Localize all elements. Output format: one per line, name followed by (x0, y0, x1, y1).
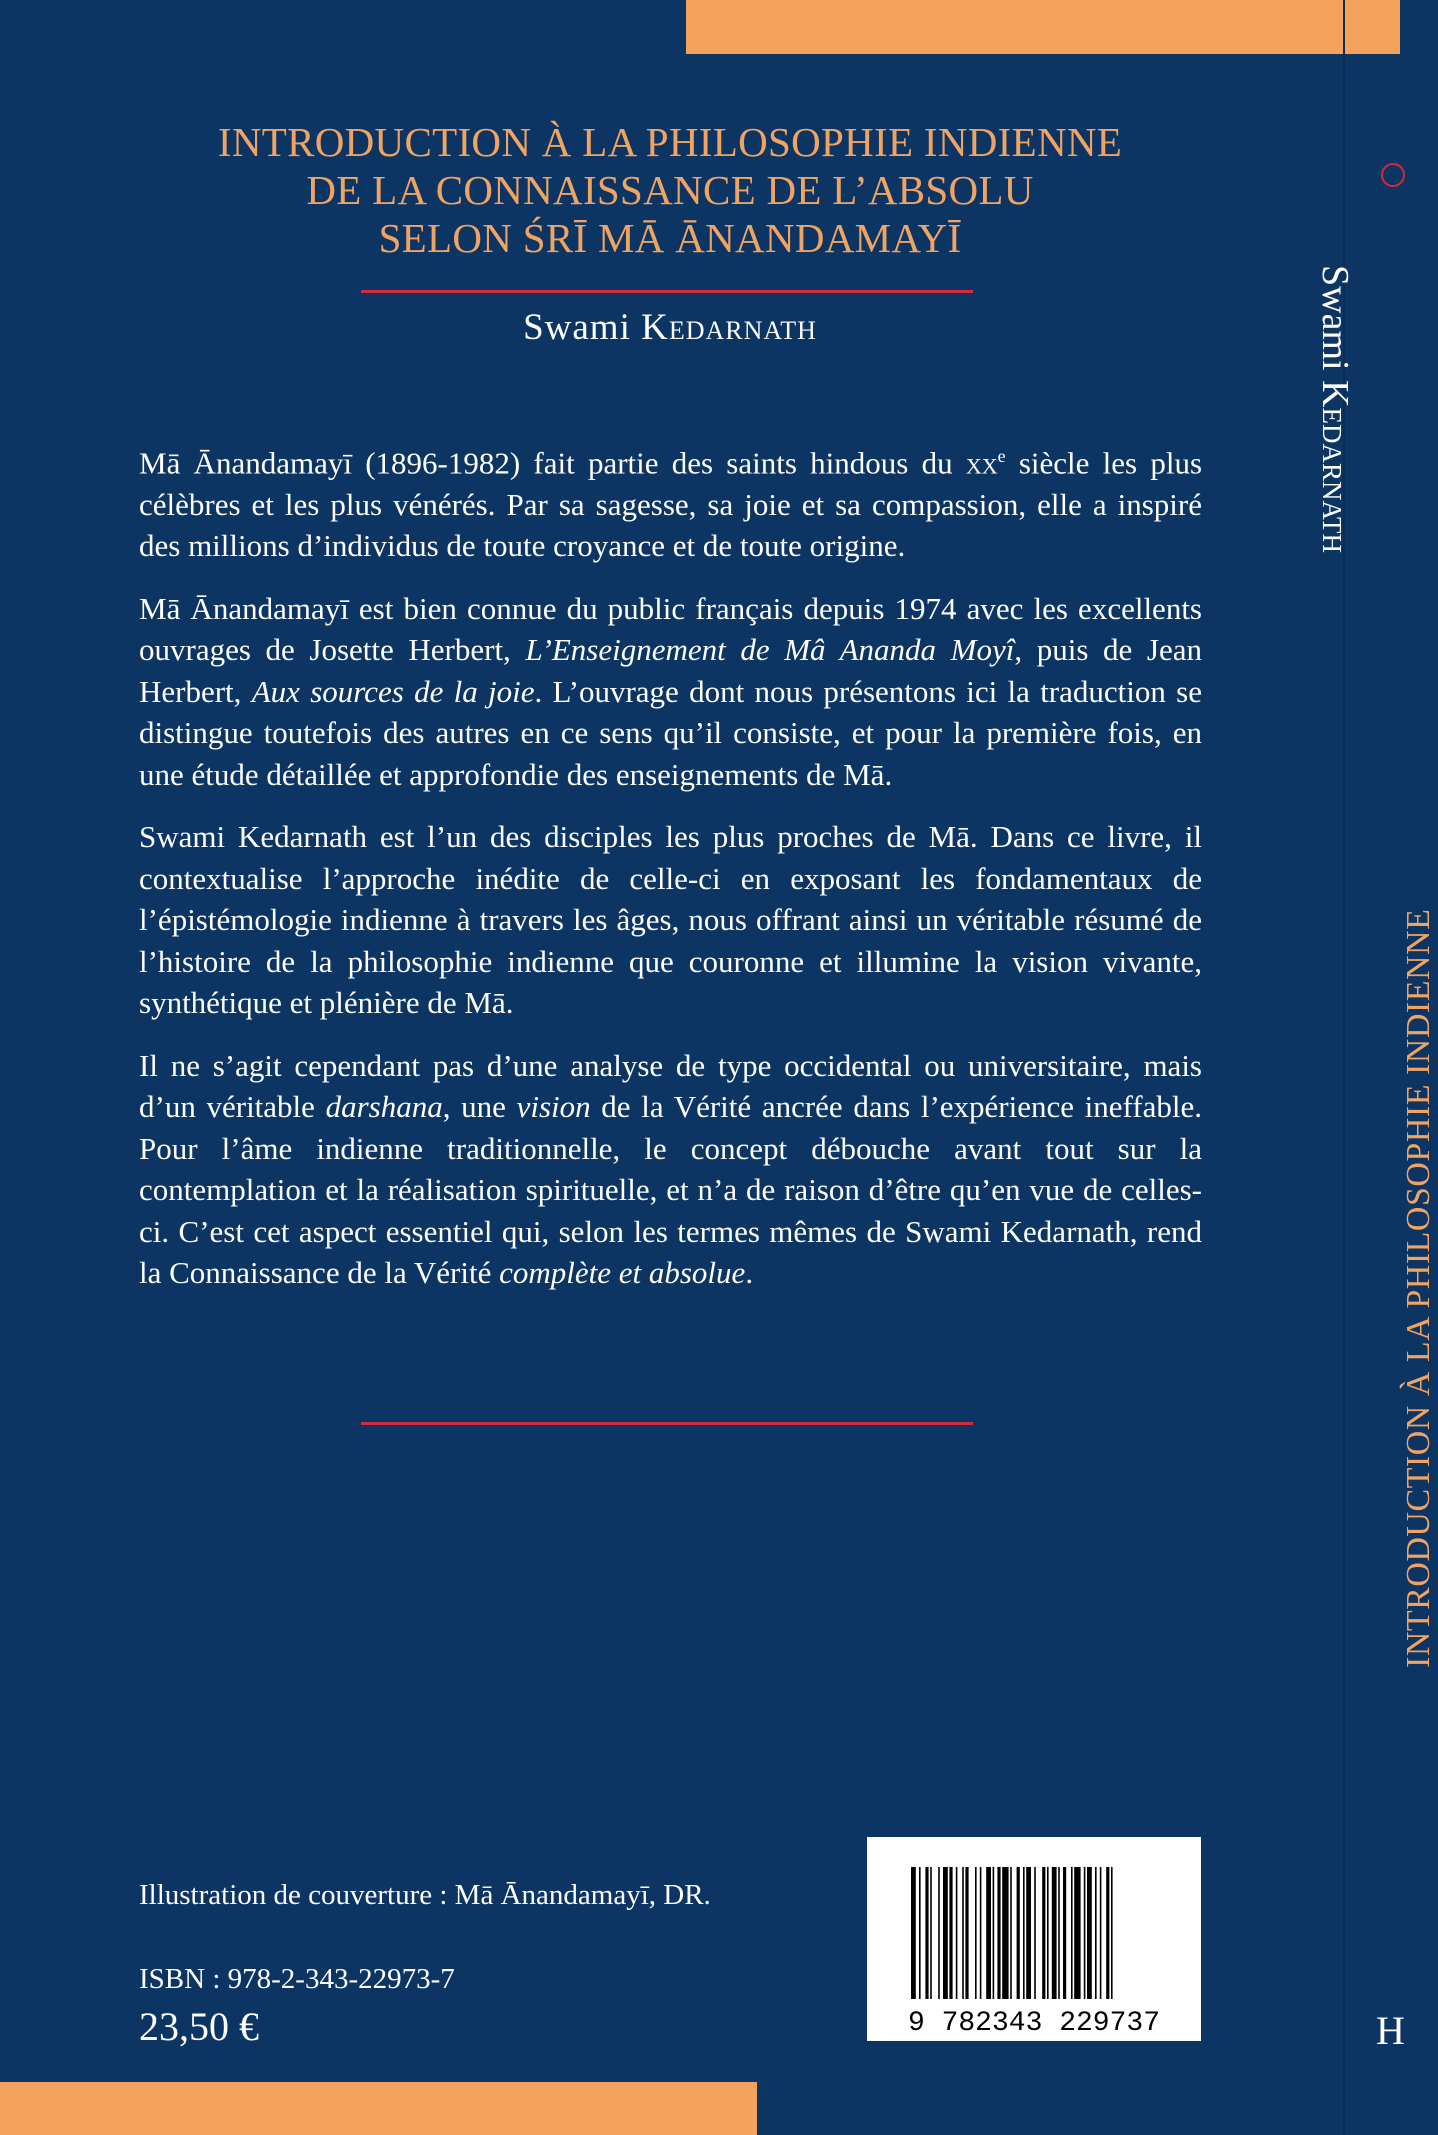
barcode-bar-11 (980, 1867, 982, 1999)
blurb-p1-text-a: Mā Ānandamayī (1896-1982) fait partie des saints hindous du (139, 445, 966, 481)
barcode-bar-8 (962, 1867, 964, 1999)
top-orange-band (686, 0, 1400, 54)
barcode-bar-26 (1071, 1867, 1073, 1999)
title-divider-top (361, 290, 973, 293)
barcode-bars (867, 1837, 1201, 2041)
blurb-p4-text-a: Il ne s’agit cependant pas d’une analyse de type occidental ou universitaire, mais d’un véritable (139, 1047, 1202, 1125)
blurb-paragraph-2 (139, 588, 1202, 796)
century-superscript: e (997, 446, 1006, 466)
barcode-bar-4 (938, 1867, 940, 1999)
spine-author-first: Swami (1314, 265, 1356, 371)
author-name (140, 306, 1200, 349)
author-first-name: Swami (523, 307, 631, 348)
century-numeral: xx (965, 445, 998, 481)
term-darshana: darshana (325, 1089, 443, 1125)
barcode-bar-6 (949, 1867, 952, 1999)
barcode-bar-2 (925, 1867, 928, 1999)
blurb-p4-text-c: de la Vérité ancrée dans l’expérience ineffable. Pour l’âme indienne traditionnelle, le concept débouche avant tout sur la contemplation et la réalisation spirituelle, et n’a de raison d’être qu’en vue de celles-ci. C’est cet aspect essentiel qui, selon les termes mêmes de Swami Kedarnath, rend la Connaissance de la Vérité (139, 1089, 1203, 1291)
term-vision: vision (516, 1089, 591, 1125)
barcode-bar-0 (911, 1867, 916, 1999)
title-line-1: INTRODUCTION À LA PHILOSOPHIE INDIENNE (217, 119, 1123, 165)
barcode-bar-17 (1017, 1867, 1020, 1999)
barcode-bar-18 (1023, 1867, 1025, 1999)
barcode-bar-5 (943, 1867, 948, 1999)
barcode-bar-20 (1034, 1867, 1036, 1999)
barcode-bar-13 (993, 1867, 995, 1999)
barcode (867, 1837, 1201, 2041)
book-title-reference-2: Aux sources de la joie (251, 673, 535, 709)
cover-illustration-credit: Illustration de couverture : Mā Ānandamayī, DR. (139, 1879, 711, 1911)
blurb-paragraph-3: Swami Kedarnath est l’un des disciples les plus proches de Mā. Dans ce livre, il contextualise l’approche inédite de celle-ci en exposant les fondamentaux de l’épistémologie indienne à travers les âges, nous offrant ainsi un véritable résumé de l’histoire de la philosophie indienne que couronne et illumine la vision vivante, synthétique et plénière de Mā. (139, 819, 1202, 1021)
title-divider-bottom (361, 1422, 973, 1425)
barcode-bar-10 (975, 1867, 977, 1999)
barcode-digits: 9 782343 229737 (907, 2008, 1161, 2039)
blurb-paragraph-1 (139, 436, 1202, 567)
blurb-p2-text-c: . L’ouvrage dont nous présentons ici la traduction se distingue toutefois des autres en ce sens qu’il consiste, et pour la première fois, en une étude détaillée et approfondie des enseignements de Mā. (139, 673, 1202, 792)
barcode-bar-32 (1106, 1867, 1109, 1999)
spine-title: INTRODUCTION À LA PHILOSOPHIE INDIENNE (1400, 908, 1437, 1668)
barcode-bar-21 (1042, 1867, 1045, 1999)
blurb-p4-text-d: . (745, 1255, 754, 1291)
barcode-bar-27 (1074, 1867, 1080, 1999)
barcode-bar-28 (1084, 1867, 1086, 1999)
barcode-bar-24 (1058, 1867, 1060, 1999)
barcode-bar-31 (1100, 1867, 1102, 1999)
barcode-bar-22 (1047, 1867, 1049, 1999)
price: 23,50 € (139, 2004, 259, 2049)
spine-publisher-initial: H (1376, 2008, 1405, 2053)
barcode-bar-1 (919, 1867, 921, 1999)
title-line-3: SELON ŚRĪ MĀ ĀNANDAMAYĪ (378, 215, 962, 261)
book-title-reference-1: L’Enseignement de Mâ Ananda Moyî (525, 632, 1015, 668)
barcode-bar-33 (1111, 1867, 1113, 1999)
term-complete-absolue: complète et absolue (499, 1255, 746, 1291)
isbn-number: ISBN : 978-2-343-22973-7 (139, 1963, 455, 1995)
publisher-logo-icon (1381, 163, 1405, 187)
bottom-orange-band (0, 2082, 757, 2135)
back-cover-blurb (139, 436, 1202, 1315)
barcode-bar-30 (1095, 1867, 1097, 1999)
barcode-bar-19 (1026, 1867, 1031, 1999)
barcode-bar-25 (1063, 1867, 1066, 1999)
barcode-bar-3 (930, 1867, 932, 1999)
spine-author-last: Kedarnath (1314, 380, 1356, 553)
blurb-p2-text-b: , puis de Jean Herbert, (139, 632, 1202, 709)
barcode-bar-29 (1087, 1867, 1092, 1999)
barcode-bar-23 (1052, 1867, 1057, 1999)
blurb-p4-text-b: , une (442, 1089, 517, 1125)
blurb-paragraph-4 (139, 1045, 1202, 1294)
barcode-bar-15 (1002, 1867, 1008, 1999)
book-title (140, 118, 1200, 262)
barcode-bar-16 (1010, 1867, 1012, 1999)
barcode-bar-14 (997, 1867, 1000, 1999)
blurb-p1-text-b: siècle les plus célèbres et les plus vénérés. Par sa sagesse, sa joie et sa compassion, elle a inspiré des millions d’individus de toute croyance et de toute origine. (139, 445, 1203, 564)
blurb-p2-text-a: Mā Ānandamayī est bien connue du public français depuis 1974 avec les excellents ouvrages de Josette Herbert, (139, 590, 1202, 668)
barcode-bar-9 (965, 1867, 968, 1999)
spine-author-name (1313, 265, 1357, 553)
barcode-bar-7 (956, 1867, 958, 1999)
title-line-2: DE LA CONNAISSANCE DE L’ABSOLU (306, 167, 1034, 213)
author-last-name: Kedarnath (641, 307, 817, 348)
barcode-bar-12 (986, 1867, 991, 1999)
